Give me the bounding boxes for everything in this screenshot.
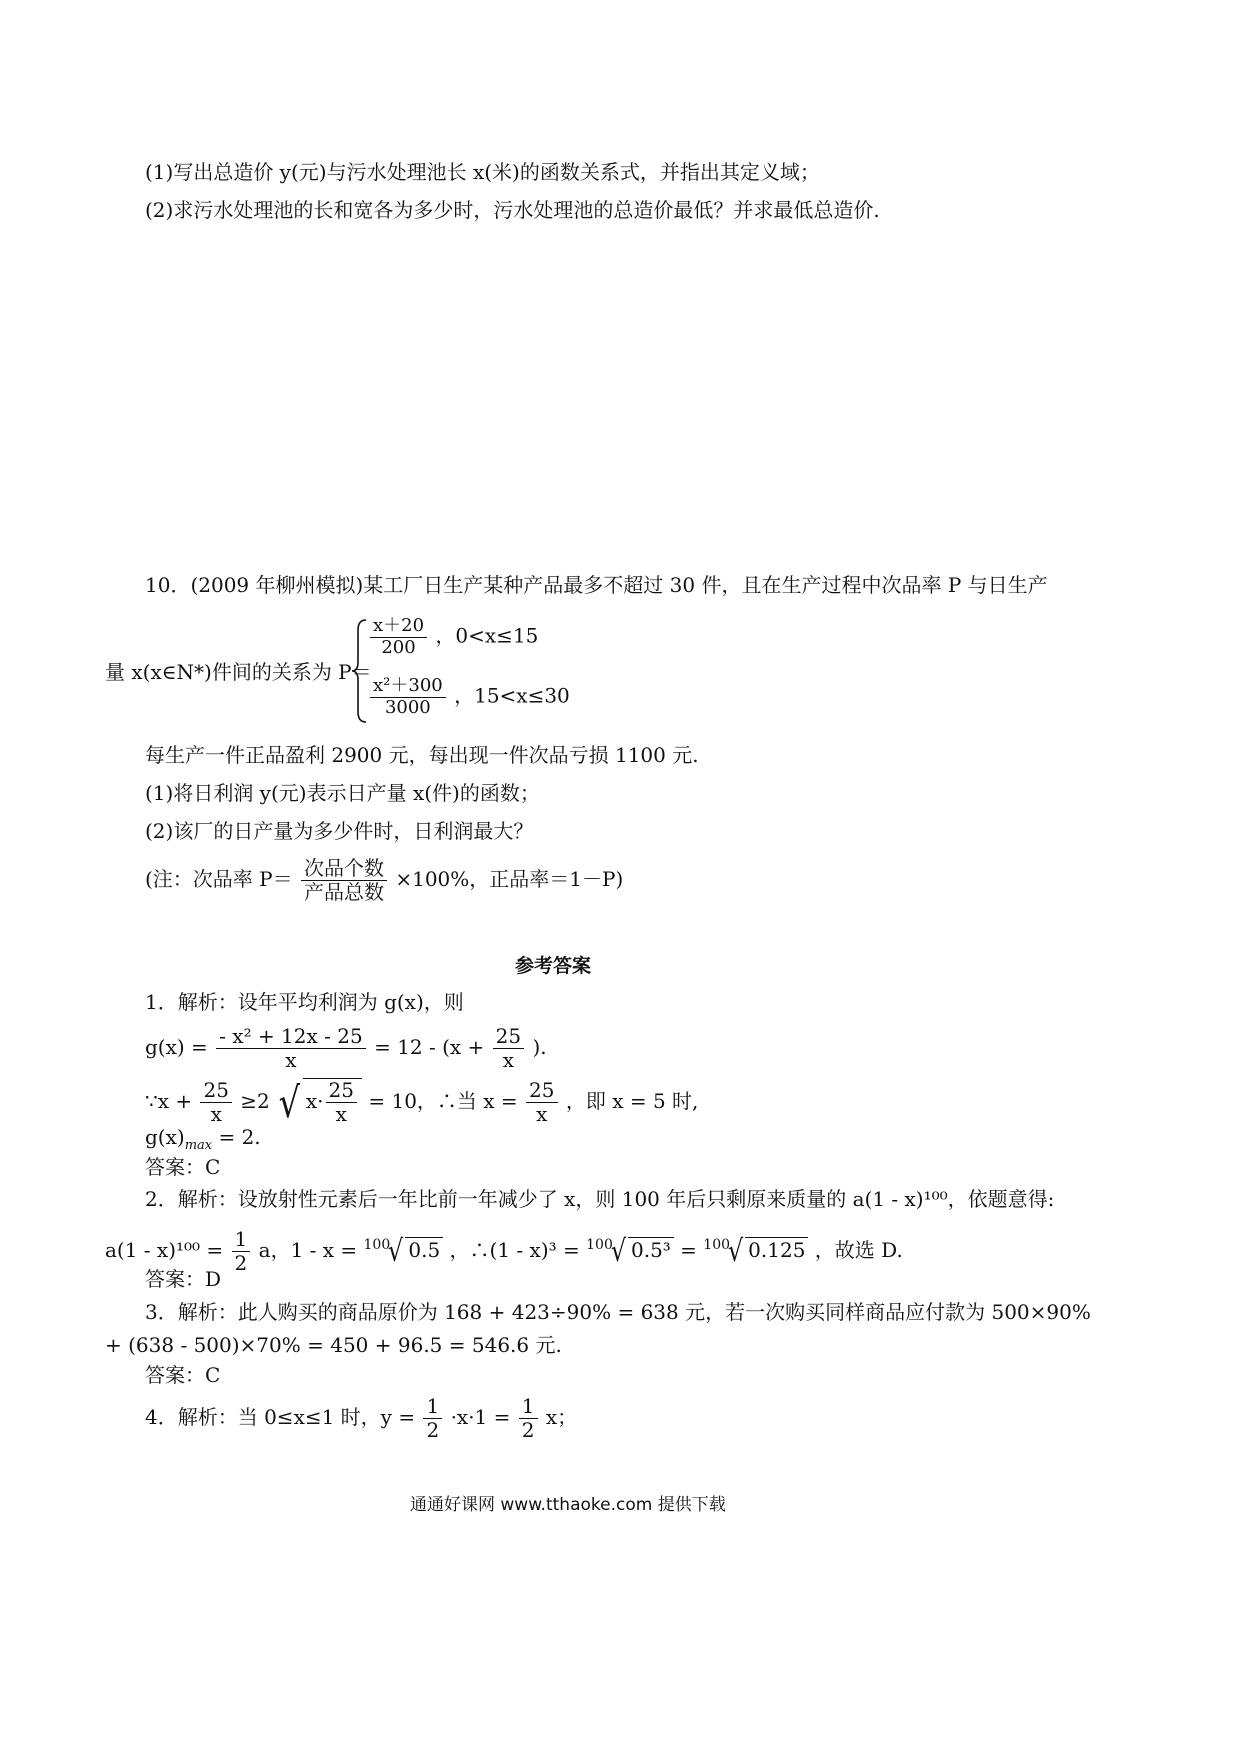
q10-case1 <box>368 616 538 658</box>
a2-eq-e: ，故选 D. <box>814 1238 903 1262</box>
q10-note-prefix: (注：次品率 P＝ <box>145 867 293 891</box>
a2-answer: 答案：D <box>145 1267 222 1291</box>
q10-case2 <box>368 676 570 718</box>
a1-intro: 1．解析：设年平均利润为 g(x)，则 <box>145 990 464 1014</box>
q10-note-fraction <box>301 857 387 904</box>
a1-max-g: g(x) <box>145 1125 185 1149</box>
a4-half1-den: 2 <box>426 1418 440 1442</box>
a4-line <box>145 1395 577 1442</box>
a1-eq-lhs: g(x) = <box>145 1035 208 1059</box>
a1-eq-frac25-den: x <box>502 1048 515 1072</box>
a4-half2 <box>519 1395 538 1442</box>
a1-ineq-frac1 <box>200 1079 231 1126</box>
sqrt-symbol: √ <box>727 1233 744 1269</box>
a1-ineq-c: = 10，∴当 x = <box>368 1089 518 1113</box>
q10-case1-num: x＋20 <box>370 616 427 638</box>
q10-profit: 每生产一件正品盈利 2900 元，每出现一件次品亏损 1100 元. <box>145 743 699 767</box>
sqrt-symbol: √ <box>278 1077 301 1127</box>
q10-case2-fraction <box>370 676 446 718</box>
a1-ineq-frac2-den: x <box>335 1102 347 1126</box>
answers-title: 参考答案 <box>515 955 592 977</box>
a1-eq-fraction <box>216 1025 366 1072</box>
q10-piecewise-brace <box>350 618 370 724</box>
a2-root2-index: 100 <box>586 1237 613 1254</box>
q10-relation-prefix: 量 x(x∈N*)件间的关系为 P＝ <box>105 660 372 684</box>
a1-ineq-frac3-num: 25 <box>526 1079 557 1103</box>
q10-case2-den: 3000 <box>384 696 431 718</box>
a1-ineq-frac1-num: 25 <box>200 1079 231 1103</box>
a1-max-val: = 2. <box>218 1125 261 1149</box>
a2-intro: 2．解析：设放射性元素后一年比前一年减少了 x，则 100 年后只剩原来质量的 a(1 - x)¹⁰⁰，依题意得: <box>145 1187 1055 1211</box>
a1-ineq-frac2-num: 25 <box>326 1079 357 1103</box>
a1-ineq-root-x: x· <box>305 1089 324 1113</box>
a1-ineq-b: ≥2 <box>240 1089 270 1113</box>
a2-root3-index: 100 <box>703 1237 731 1254</box>
q10-case2-cond: ，15<x≤30 <box>454 683 570 708</box>
a4-half2-num: 1 <box>519 1395 538 1419</box>
a2-equation <box>105 1228 903 1275</box>
a2-root1: 0.5 <box>405 1237 443 1262</box>
a1-ineq-frac3 <box>526 1079 557 1126</box>
a1-inequality <box>145 1078 698 1126</box>
a4-a: 4．解析：当 0≤x≤1 时，y = <box>145 1405 416 1429</box>
sqrt-symbol: √ <box>388 1233 404 1269</box>
a1-ineq-frac3-den: x <box>536 1102 548 1126</box>
q10-case1-cond: ，0<x≤15 <box>435 623 539 648</box>
a1-eq-den: x <box>285 1048 297 1072</box>
a2-root1-index: 100 <box>363 1237 391 1254</box>
a1-eq-mid: = 12 - (x + <box>374 1035 485 1059</box>
a3-line1: 3．解析：此人购买的商品原价为 168 + 423÷90% = 638 元，若一次购买同样商品应付款为 500×90% <box>145 1300 1091 1324</box>
a2-half-den: 2 <box>234 1251 248 1275</box>
a1-ineq-frac2 <box>326 1079 357 1126</box>
sqrt-symbol: √ <box>610 1233 627 1269</box>
a2-eq-b: a，1 - x = <box>258 1238 358 1262</box>
a3-line2: + (638 - 500)×70% = 450 + 96.5 = 546.6 元. <box>105 1333 562 1357</box>
a4-half2-den: 2 <box>521 1418 535 1442</box>
a4-half1-num: 1 <box>423 1395 442 1419</box>
a1-ineq-d: ，即 x = 5 时, <box>565 1089 699 1113</box>
q10-note-num: 次品个数 <box>301 857 387 881</box>
q10-intro: 10．(2009 年柳州模拟)某工厂日生产某种产品最多不超过 30 件，且在生产过程中次品率 P 与日生产 <box>145 573 1048 597</box>
a4-b: ·x·1 = <box>450 1405 511 1429</box>
a2-eq-a: a(1 - x)¹⁰⁰ = <box>105 1238 224 1262</box>
q10-note <box>145 857 623 904</box>
q10-note-den: 产品总数 <box>303 880 384 904</box>
a1-ineq-a: ∵x + <box>145 1089 193 1113</box>
a1-eq-end: ). <box>532 1035 547 1059</box>
q9-part1: (1)写出总造价 y(元)与污水处理池长 x(米)的函数关系式，并指出其定义域； <box>145 160 820 184</box>
a1-eq-num: - x² + 12x - 25 <box>216 1025 366 1049</box>
a2-eq-d: = <box>680 1238 697 1262</box>
a1-answer: 答案：C <box>145 1155 221 1179</box>
a1-max-sub: max <box>184 1138 213 1153</box>
q10-note-suffix: ×100%，正品率＝1－P) <box>395 867 624 891</box>
a1-equation <box>145 1025 547 1072</box>
a1-eq-frac25 <box>493 1025 524 1072</box>
a2-eq-c: ，∴(1 - x)³ = <box>449 1238 580 1262</box>
a2-half-num: 1 <box>232 1228 251 1252</box>
a1-ineq-root <box>303 1078 362 1126</box>
q10-case2-num: x²＋300 <box>370 676 446 698</box>
a3-answer: 答案：C <box>145 1363 221 1387</box>
q10-part1: (1)将日利润 y(元)表示日产量 x(件)的函数； <box>145 781 540 805</box>
a1-ineq-frac1-den: x <box>210 1102 222 1126</box>
a2-root2: 0.5³ <box>628 1237 674 1262</box>
a2-half <box>232 1228 251 1275</box>
a1-eq-frac25-num: 25 <box>493 1025 524 1049</box>
a4-half1 <box>423 1395 442 1442</box>
a2-root3: 0.125 <box>745 1237 808 1262</box>
a1-max <box>145 1125 261 1154</box>
q10-case1-fraction <box>370 616 427 658</box>
a4-c: x； <box>545 1405 578 1429</box>
q9-part2: (2)求污水处理池的长和宽各为多少时，污水处理池的总造价最低？并求最低总造价. <box>145 198 880 222</box>
footer-text: 通通好课网 www.tthaoke.com 提供下载 <box>410 1495 726 1515</box>
q10-case1-den: 200 <box>381 636 416 658</box>
q10-part2: (2)该厂的日产量为多少件时，日利润最大？ <box>145 819 534 843</box>
